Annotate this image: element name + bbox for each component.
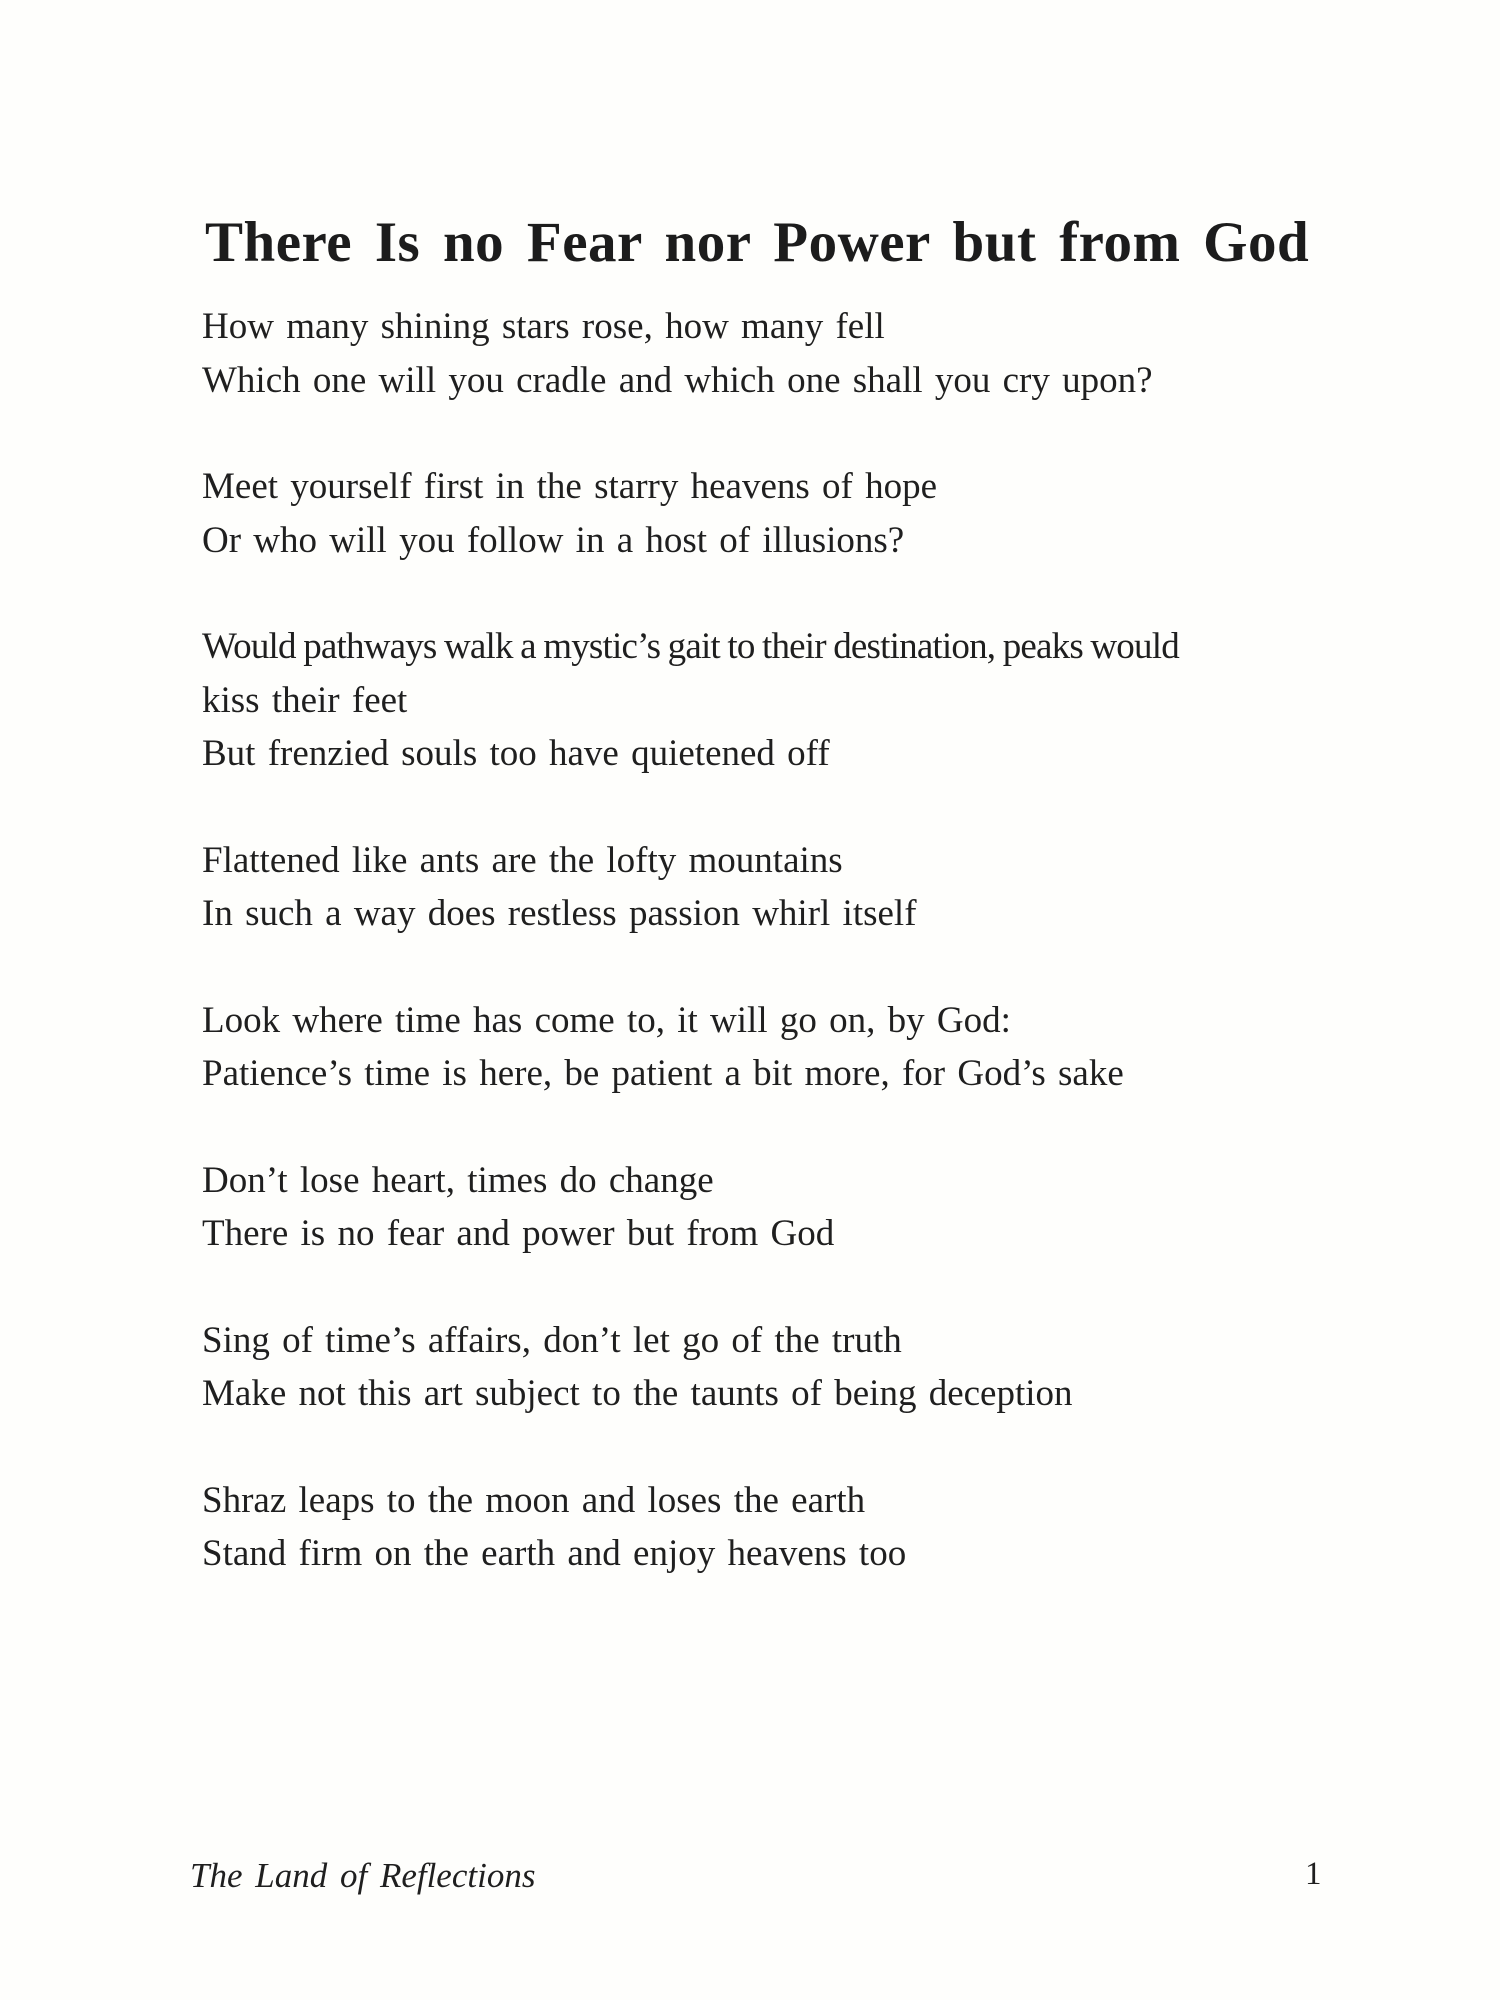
poem-line: Or who will you follow in a host of illusions? <box>202 519 905 561</box>
poem-line: How many shining stars rose, how many fell <box>202 306 885 347</box>
poem-line: Stand firm on the earth and enjoy heavens too <box>202 1533 907 1574</box>
poem-line: kiss their feet <box>202 679 408 721</box>
poem-line: Shraz leaps to the moon and loses the earth <box>202 1479 866 1521</box>
stanza-5 <box>202 994 1352 1101</box>
poem-line: Which one will you cradle and which one shall you cry upon? <box>202 359 1153 401</box>
poem-body <box>202 300 1352 1634</box>
poem-line: Make not this art subject to the taunts of being deception <box>202 1373 1073 1414</box>
poem-line: Flattened like ants are the lofty mountains <box>202 839 843 881</box>
stanza-3 <box>202 620 1352 781</box>
stanza-4 <box>202 834 1352 941</box>
stanza-7 <box>202 1314 1352 1421</box>
poem-line: But frenzied souls too have quietened off <box>202 733 830 774</box>
poem-title: There Is no Fear nor Power but from God <box>205 211 1310 275</box>
poem-line: Don’t lose heart, times do change <box>202 1159 714 1201</box>
stanza-2 <box>202 460 1352 567</box>
poem-line: Look where time has come to, it will go on, by God: <box>202 999 1011 1041</box>
stanza-6 <box>202 1154 1352 1261</box>
running-footer-book-title: The Land of Reflections <box>190 1856 536 1895</box>
poem-line: Patience’s time is here, be patient a bit more, for God’s sake <box>202 1053 1124 1094</box>
poem-line: Meet yourself first in the starry heavens of hope <box>202 466 938 507</box>
stanza-1 <box>202 300 1352 407</box>
poem-line: In such a way does restless passion whirl itself <box>202 893 917 934</box>
poem-line: Sing of time’s affairs, don’t let go of the truth <box>202 1319 902 1361</box>
poem-line: There is no fear and power but from God <box>202 1213 835 1254</box>
page-number: 1 <box>1305 1856 1322 1892</box>
poem-line: Would pathways walk a mystic’s gait to their destination, peaks would <box>202 626 1179 667</box>
stanza-8 <box>202 1474 1352 1581</box>
